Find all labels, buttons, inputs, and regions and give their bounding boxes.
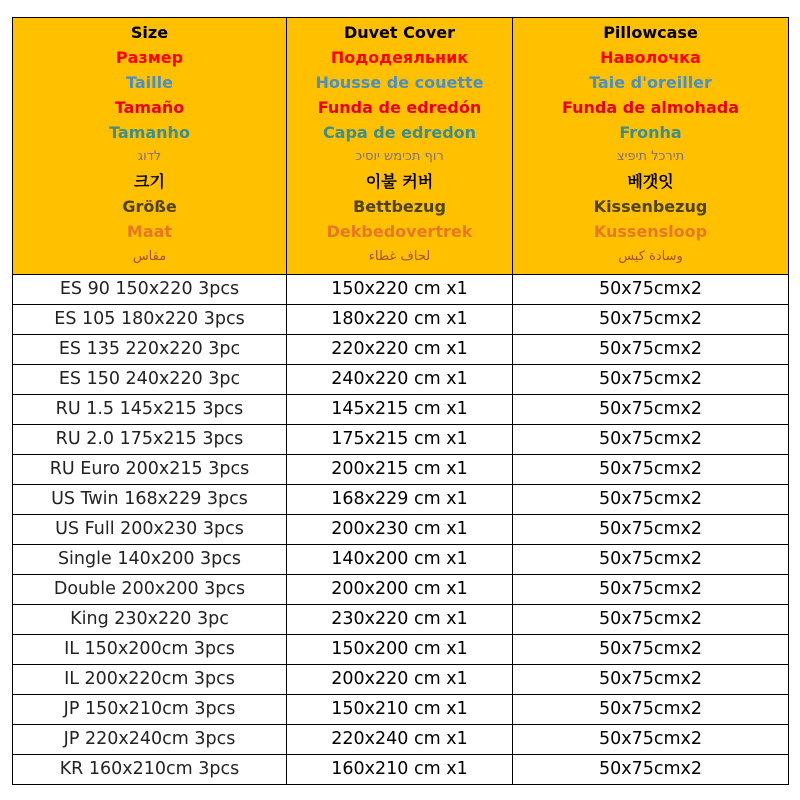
duvet-cell: 200x200 cm x1 — [287, 574, 513, 604]
header-label: Tamaño — [114, 97, 185, 117]
pillow-cell: 50x75cmx2 — [513, 364, 789, 394]
table-row — [13, 574, 789, 604]
header-label: Размер — [115, 47, 184, 67]
pillow-cell: 50x75cmx2 — [513, 424, 789, 454]
table-row — [13, 514, 789, 544]
size-chart-body — [13, 18, 789, 785]
header-label: Taie d'oreiller — [589, 72, 712, 92]
header-label: Size — [130, 23, 169, 42]
size-cell: RU Euro 200x215 3pcs — [13, 454, 287, 484]
pillow-cell: 50x75cmx2 — [513, 604, 789, 634]
header-label: Maat — [126, 222, 173, 242]
table-row — [13, 454, 789, 484]
table-row — [13, 394, 789, 424]
table-row — [13, 664, 789, 694]
size-cell: Double 200x200 3pcs — [13, 574, 287, 604]
size-cell: Single 140x200 3pcs — [13, 544, 287, 574]
header-label: Funda de almohada — [562, 97, 739, 117]
duvet-cell: 160x210 cm x1 — [287, 754, 513, 784]
duvet-cell: 168x229 cm x1 — [287, 484, 513, 514]
pillow-cell: 50x75cmx2 — [513, 754, 789, 784]
header-cell-pillowcase — [513, 18, 789, 275]
header-label: وسادة كيس — [618, 249, 683, 265]
header-label: Duvet Cover — [343, 23, 456, 42]
duvet-cell: 200x220 cm x1 — [287, 664, 513, 694]
size-cell: US Full 200x230 3pcs — [13, 514, 287, 544]
duvet-cell: 240x220 cm x1 — [287, 364, 513, 394]
header-label: Größe — [122, 197, 177, 217]
duvet-cell: 180x220 cm x1 — [287, 304, 513, 334]
pillow-cell: 50x75cmx2 — [513, 394, 789, 424]
header-label: Taille — [126, 72, 173, 92]
pillow-cell: 50x75cmx2 — [513, 574, 789, 604]
header-label: لحاف غطاء — [368, 249, 431, 265]
size-chart-table — [12, 17, 789, 785]
table-row — [13, 754, 789, 784]
pillow-cell: 50x75cmx2 — [513, 454, 789, 484]
duvet-cell: 200x230 cm x1 — [287, 514, 513, 544]
header-cell-duvet-cover — [287, 18, 513, 275]
header-row — [13, 18, 789, 275]
header-label: Capa de edredon — [322, 122, 477, 142]
size-cell: IL 150x200cm 3pcs — [13, 634, 287, 664]
duvet-cell: 220x220 cm x1 — [287, 334, 513, 364]
size-cell: RU 1.5 145x215 3pcs — [13, 394, 287, 424]
table-row — [13, 604, 789, 634]
size-cell: IL 200x220cm 3pcs — [13, 664, 287, 694]
size-cell: ES 90 150x220 3pcs — [13, 274, 287, 304]
pillow-cell: 50x75cmx2 — [513, 724, 789, 754]
duvet-cell: 145x215 cm x1 — [287, 394, 513, 424]
pillow-cell: 50x75cmx2 — [513, 694, 789, 724]
header-label: Kussensloop — [593, 222, 708, 242]
duvet-cell: 150x210 cm x1 — [287, 694, 513, 724]
header-label: תירכל תיפיצ — [616, 149, 685, 165]
duvet-cell: 220x240 cm x1 — [287, 724, 513, 754]
header-label: Tamanho — [109, 122, 190, 142]
duvet-cell: 175x215 cm x1 — [287, 424, 513, 454]
table-row — [13, 304, 789, 334]
table-row — [13, 364, 789, 394]
size-cell: JP 220x240cm 3pcs — [13, 724, 287, 754]
header-label: Pillowcase — [603, 23, 698, 42]
size-cell: ES 135 220x220 3pc — [13, 334, 287, 364]
header-label: 이불 커버 — [365, 172, 434, 192]
header-label: مقاس — [132, 249, 167, 265]
pillow-cell: 50x75cmx2 — [513, 274, 789, 304]
pillow-cell: 50x75cmx2 — [513, 304, 789, 334]
size-cell: JP 150x210cm 3pcs — [13, 694, 287, 724]
size-cell: ES 105 180x220 3pcs — [13, 304, 287, 334]
header-label: Dekbedovertrek — [326, 222, 473, 242]
table-row — [13, 634, 789, 664]
duvet-cell: 150x220 cm x1 — [287, 274, 513, 304]
size-cell: RU 2.0 175x215 3pcs — [13, 424, 287, 454]
header-label: Пододеяльник — [330, 47, 469, 67]
size-cell: ES 150 240x220 3pc — [13, 364, 287, 394]
size-cell: KR 160x210cm 3pcs — [13, 754, 287, 784]
header-label: Kissenbezug — [593, 197, 708, 217]
pillow-cell: 50x75cmx2 — [513, 514, 789, 544]
size-cell: US Twin 168x229 3pcs — [13, 484, 287, 514]
duvet-cell: 230x220 cm x1 — [287, 604, 513, 634]
duvet-cell: 140x200 cm x1 — [287, 544, 513, 574]
header-label: Наволочка — [600, 47, 701, 67]
pillow-cell: 50x75cmx2 — [513, 334, 789, 364]
header-label: רוף תכימש יוסיכ — [355, 149, 444, 165]
table-row — [13, 724, 789, 754]
size-cell: King 230x220 3pc — [13, 604, 287, 634]
header-cell-size — [13, 18, 287, 275]
table-row — [13, 694, 789, 724]
header-label: Housse de couette — [315, 72, 484, 92]
header-label: Fronha — [619, 122, 682, 142]
header-label: Bettbezug — [353, 197, 446, 217]
header-label: 베갯잇 — [627, 172, 674, 192]
pillow-cell: 50x75cmx2 — [513, 544, 789, 574]
pillow-cell: 50x75cmx2 — [513, 634, 789, 664]
table-row — [13, 274, 789, 304]
duvet-cell: 200x215 cm x1 — [287, 454, 513, 484]
header-label: לדוג — [137, 149, 162, 165]
table-row — [13, 424, 789, 454]
pillow-cell: 50x75cmx2 — [513, 664, 789, 694]
pillow-cell: 50x75cmx2 — [513, 484, 789, 514]
table-row — [13, 334, 789, 364]
duvet-cell: 150x200 cm x1 — [287, 634, 513, 664]
header-label: 크기 — [134, 172, 165, 192]
table-row — [13, 544, 789, 574]
table-row — [13, 484, 789, 514]
header-label: Funda de edredón — [317, 97, 482, 117]
